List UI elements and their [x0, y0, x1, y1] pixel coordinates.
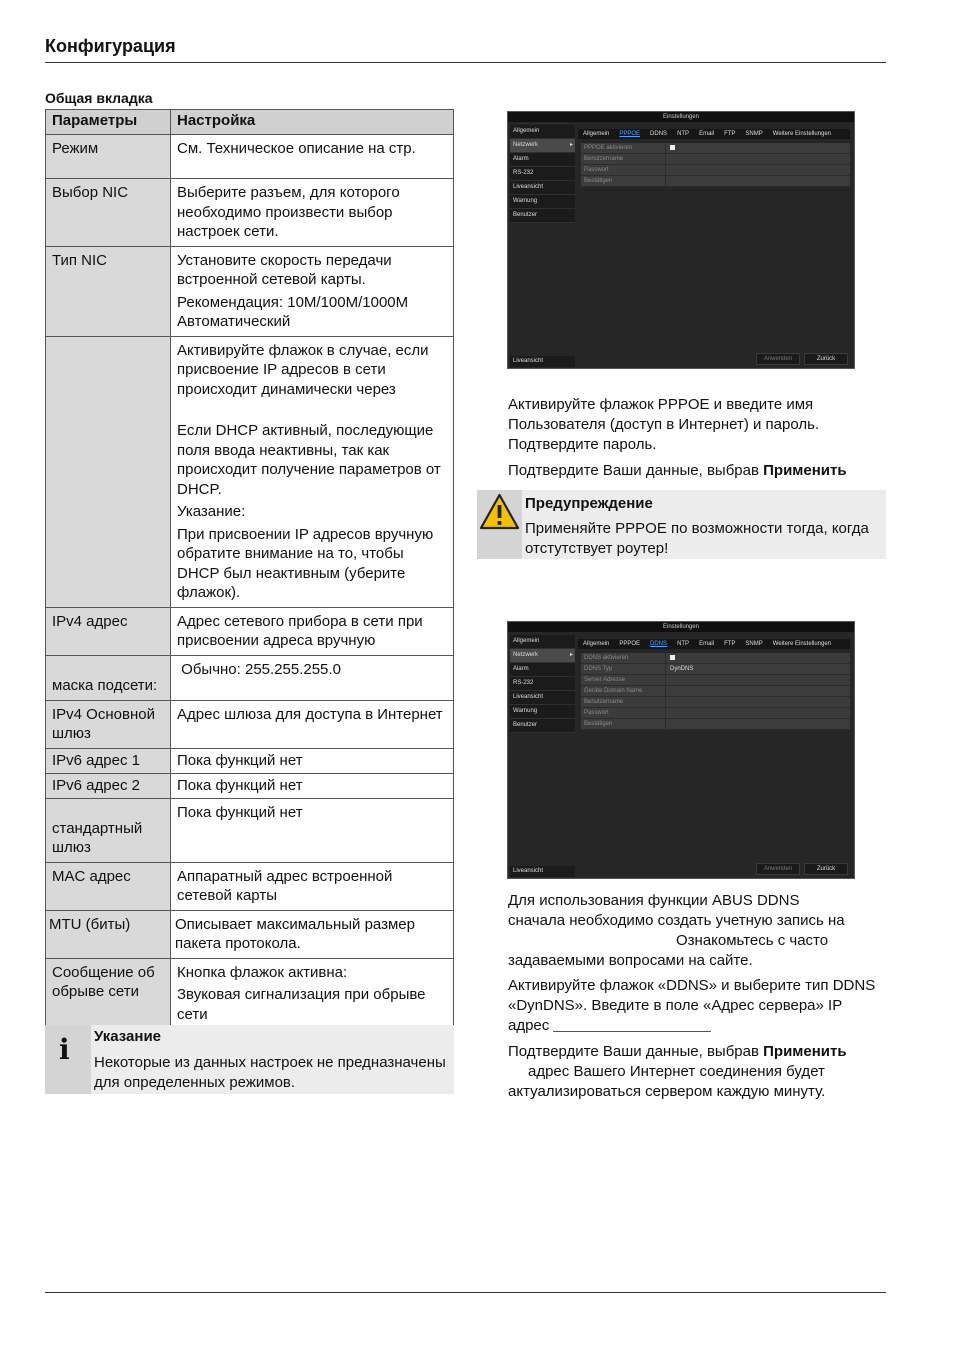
setting-text: См. Техническое описание на стр.: [177, 140, 416, 157]
form-row: [581, 697, 850, 708]
domain-name-input[interactable]: [666, 686, 670, 696]
field-label: DDNS Typ: [581, 664, 666, 674]
form-row: [581, 664, 850, 675]
tab-allgemein[interactable]: Allgemein: [583, 131, 610, 137]
confirm-input[interactable]: [666, 176, 670, 186]
setting-text: Выберите разъем, для которого необходимо произвести выбор настроек сети.: [177, 184, 400, 240]
sidebar-item-netzwerk[interactable]: [510, 649, 575, 663]
setting-text: Описывает максимальный размер пакета протокола.: [175, 915, 415, 952]
field-label: DDNS aktivieren: [581, 653, 666, 663]
form-row: [581, 708, 850, 719]
sidebar-item-liveansicht[interactable]: Liveansicht: [510, 691, 575, 705]
settings-tabs: [578, 639, 850, 649]
sidebar-item-label: Netzwerk: [513, 142, 539, 148]
setting-cell: [171, 336, 454, 607]
sidebar-item-alarm[interactable]: Alarm: [510, 663, 575, 677]
ddns-intro-line: Для использования функции ABUS DDNS: [508, 892, 800, 909]
field-label: Bestätigen: [581, 176, 666, 186]
setting-text: Установите скорость передачи встроенной сетевой карты.: [177, 251, 392, 288]
table-header-setting: Настройка: [171, 110, 454, 135]
param-cell: маска подсети:: [46, 655, 171, 700]
settings-sidebar: [510, 125, 575, 223]
table-row: [46, 910, 454, 958]
setting-cell: [171, 748, 454, 773]
pppoe-checkbox[interactable]: [670, 145, 675, 150]
table-header-row: [46, 110, 454, 135]
ddns-intro-line: сначала необходимо создать учетную запись на: [508, 912, 845, 929]
setting-text: Адрес сетевого прибора в сети при присвоении адреса вручную: [177, 612, 423, 649]
sidebar-item-liveansicht[interactable]: Liveansicht: [510, 181, 575, 195]
username-input[interactable]: [666, 697, 670, 707]
table-row: [46, 773, 454, 798]
table-row: [46, 179, 454, 247]
liveansicht-button[interactable]: Liveansicht: [510, 866, 575, 877]
warning-box: [477, 490, 886, 559]
param-cell: Тип NIC: [46, 246, 171, 336]
dialog-buttons: [756, 353, 848, 365]
setting-text: Кнопка флажок активна:: [177, 963, 348, 981]
table-row: [46, 748, 454, 773]
password-input[interactable]: [666, 708, 670, 718]
tab-pppoe[interactable]: PPPOE: [619, 641, 641, 647]
sidebar-item-netzwerk[interactable]: [510, 139, 575, 153]
field-label: Benutzername: [581, 697, 666, 707]
password-input[interactable]: [666, 165, 670, 175]
param-cell: стандартный шлюз: [46, 798, 171, 862]
confirm-prefix: Подтвердите Ваши данные, выбрав: [508, 462, 764, 479]
field-label: Passwort: [581, 165, 666, 175]
param-cell: IPv6 адрес 1: [46, 748, 171, 773]
setting-text: Рекомендация: 10M/100M/1000M Автоматический: [177, 293, 409, 330]
chevron-right-icon: ▸: [569, 652, 573, 658]
ddns-intro: [508, 891, 878, 971]
ddns-intro-line: Ознакомьтесь с часто: [676, 932, 829, 949]
param-cell: Выбор NIC: [46, 179, 171, 247]
sidebar-item-warnung[interactable]: Warnung: [510, 705, 575, 719]
header-rule: [45, 62, 886, 63]
apply-button[interactable]: Anwenden: [756, 353, 800, 365]
sidebar-item-allgemein[interactable]: Allgemein: [510, 635, 575, 649]
field-label: Bestätigen: [581, 719, 666, 729]
setting-cell: [171, 700, 454, 748]
tab-ftp[interactable]: FTP: [724, 131, 736, 137]
confirm-line: адрес Вашего Интернет соединения будет: [528, 1063, 825, 1080]
setting-cell: [171, 910, 454, 958]
ddns-intro-line: задаваемыми вопросами на сайте.: [508, 952, 753, 969]
warning-title: Предупреждение: [525, 495, 653, 512]
table-header-params: Параметры: [46, 110, 171, 135]
table-row: [46, 607, 454, 655]
form-row: [581, 686, 850, 697]
setting-text: При присвоении IP адресов вручную обратите внимание на то, чтобы DHCP был неактивным (уберите флажок).: [177, 525, 434, 601]
sidebar-item-allgemein[interactable]: Allgemein: [510, 125, 575, 139]
warning-body: Применяйте PPPOE по возможности тогда, когда отстутствует роутер!: [525, 520, 869, 557]
dialog-buttons: [756, 863, 848, 875]
field-label: Geräte Domain Name: [581, 686, 666, 696]
confirm-input[interactable]: [666, 719, 670, 729]
param-cell: IPv4 адрес: [46, 607, 171, 655]
tab-email[interactable]: Email: [699, 131, 715, 137]
back-button[interactable]: Zurück: [804, 353, 848, 365]
param-cell: Сообщение об обрыве сети: [46, 958, 171, 1029]
note-title: Указание: [94, 1028, 162, 1045]
table-row: [46, 798, 454, 862]
setting-cell: [171, 246, 454, 336]
form-row: [581, 176, 850, 187]
form-row: [581, 165, 850, 176]
setting-cell: [171, 958, 454, 1029]
setting-text: Адрес шлюза для доступа в Интернет: [177, 705, 443, 723]
form-row: [581, 154, 850, 165]
window-title: Einstellungen: [508, 112, 854, 122]
chevron-right-icon: ▸: [569, 142, 573, 148]
setting-text: Если DHCP активный, последующие поля ввода неактивны, так как происходит получение параметров от DHCP.: [177, 422, 441, 498]
table-row: [46, 246, 454, 336]
setting-cell: [171, 179, 454, 247]
ddns-instructions: [508, 976, 878, 1036]
setting-cell: [171, 655, 454, 700]
pppoe-instructions: Активируйте флажок PPPOE и введите имя Пользователя (доступ в Интернет) и пароль. Подтвердите пароль.: [508, 396, 820, 453]
param-cell: [46, 336, 171, 607]
sidebar-item-label: Netzwerk: [513, 652, 539, 658]
ddns-checkbox[interactable]: [670, 655, 675, 660]
sidebar-item-warnung[interactable]: Warnung: [510, 195, 575, 209]
warning-icon: [477, 490, 522, 559]
param-cell: IPv6 адрес 2: [46, 773, 171, 798]
parameters-table: [45, 109, 454, 1029]
section-title: Общая вкладка: [45, 90, 153, 106]
tab-weitere[interactable]: Weitere Einstellungen: [772, 131, 832, 137]
window-title: Einstellungen: [508, 622, 854, 632]
tab-ddns[interactable]: DDNS: [650, 641, 668, 647]
field-label: Server Adresse: [581, 675, 666, 685]
setting-text: Звуковая сигнализация при обрыве сети: [177, 986, 426, 1023]
settings-tabs: [578, 129, 850, 139]
setting-text: Пока функций нет: [177, 751, 303, 769]
setting-cell: [171, 607, 454, 655]
settings-form: [581, 143, 850, 187]
setting-cell: [171, 773, 454, 798]
setting-text: Пока функций нет: [177, 803, 303, 821]
tab-weitere[interactable]: Weitere Einstellungen: [772, 641, 832, 647]
settings-sidebar: [510, 635, 575, 733]
param-cell: MAC адрес: [46, 862, 171, 910]
sidebar-item-alarm[interactable]: Alarm: [510, 153, 575, 167]
form-row: [581, 653, 850, 664]
form-row: [581, 719, 850, 730]
field-label: PPPOE aktivieren: [581, 143, 666, 153]
server-address-input[interactable]: [666, 675, 670, 685]
settings-form: [581, 653, 850, 730]
tab-allgemein[interactable]: Allgemein: [583, 641, 610, 647]
param-cell: Режим: [46, 135, 171, 179]
ddns-confirm-text: [508, 1042, 878, 1102]
setting-text: Указание:: [177, 503, 246, 520]
tab-snmp[interactable]: SNMP: [745, 641, 763, 647]
field-label: Benutzername: [581, 154, 666, 164]
setting-cell: [171, 135, 454, 179]
table-row: [46, 700, 454, 748]
tab-email[interactable]: Email: [699, 641, 715, 647]
apply-word: Применить: [763, 1043, 847, 1060]
setting-cell: [171, 798, 454, 862]
footer-rule: [45, 1292, 886, 1293]
setting-text: Аппаратный адрес встроенной сетевой карты: [177, 867, 393, 904]
apply-word: Применить: [763, 462, 847, 479]
confirm-line: актуализироваться сервером каждую минуту.: [508, 1083, 826, 1100]
table-row: [46, 862, 454, 910]
back-button[interactable]: Zurück: [804, 863, 848, 875]
ddns-settings-screenshot: [507, 621, 855, 879]
liveansicht-button[interactable]: Liveansicht: [510, 356, 575, 367]
table-row: [46, 135, 454, 179]
setting-text: Пока функций нет: [177, 776, 303, 794]
table-row: [46, 336, 454, 607]
sidebar-item-rs232[interactable]: RS-232: [510, 677, 575, 691]
note-body: Некоторые из данных настроек не предназначены для определенных режимов.: [94, 1054, 446, 1091]
tab-snmp[interactable]: SNMP: [745, 131, 763, 137]
tab-pppoe[interactable]: PPPOE: [619, 131, 641, 137]
sidebar-item-benutzer[interactable]: Benutzer: [510, 719, 575, 733]
form-row: [581, 675, 850, 686]
param-cell: MTU (биты): [46, 910, 171, 958]
sidebar-item-rs232[interactable]: RS-232: [510, 167, 575, 181]
setting-cell: [171, 862, 454, 910]
tab-ddns[interactable]: DDNS: [650, 131, 668, 137]
apply-button[interactable]: Anwenden: [756, 863, 800, 875]
tab-ntp[interactable]: NTP: [677, 641, 690, 647]
ddns-instructions-text: Активируйте флажок «DDNS» и выберите тип DDNS «DynDNS». Введите в поле «Адрес сервера» IP адрес: [508, 977, 876, 1034]
pppoe-settings-screenshot: [507, 111, 855, 369]
page-title: Конфигурация: [45, 36, 176, 56]
form-row: [581, 143, 850, 154]
tab-ntp[interactable]: NTP: [677, 131, 690, 137]
note-box: [45, 1025, 454, 1094]
setting-text: Активируйте флажок в случае, если присвоение IP адресов в сети происходит динамически через: [177, 341, 429, 398]
username-input[interactable]: [666, 154, 670, 164]
setting-text: Обычно: 255.255.255.0: [177, 660, 341, 678]
confirm-line: [508, 1042, 878, 1062]
info-icon: i: [45, 1025, 91, 1094]
tab-ftp[interactable]: FTP: [724, 641, 736, 647]
server-address-link[interactable]: [553, 1017, 711, 1032]
field-label: Passwort: [581, 708, 666, 718]
param-cell: IPv4 Основной шлюз: [46, 700, 171, 748]
table-row: [46, 958, 454, 1029]
table-row: [46, 655, 454, 700]
ddns-type-select[interactable]: DynDNS: [670, 666, 694, 672]
pppoe-confirm-text: [508, 461, 878, 481]
sidebar-item-benutzer[interactable]: Benutzer: [510, 209, 575, 223]
confirm-prefix: Подтвердите Ваши данные, выбрав: [508, 1043, 764, 1060]
